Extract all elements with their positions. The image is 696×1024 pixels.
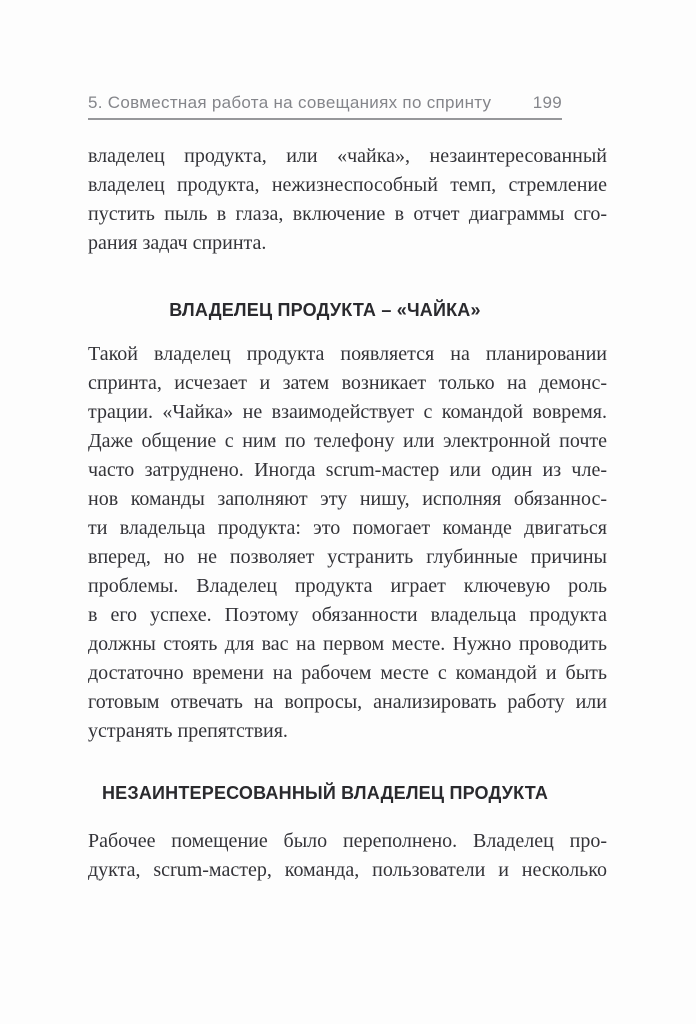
text-line: Такой владелец продукта появляется на планировании bbox=[88, 343, 607, 365]
text-line: Рабочее помещение было переполнено. Владелец про- bbox=[88, 830, 607, 852]
section-heading-seagull: ВЛАДЕЛЕЦ ПРОДУКТА – «ЧАЙКА» bbox=[169, 300, 481, 320]
seagull-paragraph bbox=[88, 340, 607, 746]
uninterested-paragraph bbox=[88, 827, 607, 885]
text-line: должны стоять для вас на первом месте. Нужно проводить bbox=[88, 633, 607, 655]
text-line: Даже общение с ним по телефону или электронной почте bbox=[88, 430, 607, 452]
text-line: устранять препятствия. bbox=[88, 720, 288, 742]
page-number: 199 bbox=[532, 93, 562, 112]
text-line: трации. «Чайка» не взаимодействует с командой вовремя. bbox=[88, 401, 607, 423]
text-line: проблемы. Владелец продукта играет ключевую роль bbox=[88, 575, 607, 597]
text-line: часто затруднено. Иногда scrum-мастер или один из чле- bbox=[88, 459, 607, 481]
header-divider bbox=[88, 118, 562, 120]
text-line: владелец продукта, нежизнеспособный темп, стремление bbox=[88, 174, 607, 196]
text-line: ти владельца продукта: это помогает команде двигаться bbox=[88, 517, 607, 539]
running-header-title: 5. Совместная работа на совещаниях по спринту bbox=[88, 93, 492, 112]
intro-paragraph bbox=[88, 142, 607, 258]
text-line: в его успехе. Поэтому обязанности владельца продукта bbox=[88, 604, 607, 626]
text-line: владелец продукта, или «чайка», незаинтересованный bbox=[88, 145, 607, 167]
text-line: готовым отвечать на вопросы, анализировать работу или bbox=[88, 691, 607, 713]
text-line: дукта, scrum-мастер, команда, пользователи и несколько bbox=[88, 859, 607, 881]
text-line: спринта, исчезает и затем возникает только на демонс- bbox=[88, 372, 607, 394]
text-line: рания задач спринта. bbox=[88, 232, 267, 254]
text-line: нов команды заполняют эту нишу, исполняя обязаннос- bbox=[88, 488, 607, 510]
text-line: достаточно времени на рабочем месте с командой и быть bbox=[88, 662, 607, 684]
text-line: пустить пыль в глаза, включение в отчет диаграммы сго- bbox=[88, 203, 607, 225]
section-heading-uninterested: НЕЗАИНТЕРЕСОВАННЫЙ ВЛАДЕЛЕЦ ПРОДУКТА bbox=[101, 783, 549, 803]
text-line: вперед, но не позволяет устранить глубинные причины bbox=[88, 546, 607, 568]
running-header bbox=[88, 93, 562, 113]
